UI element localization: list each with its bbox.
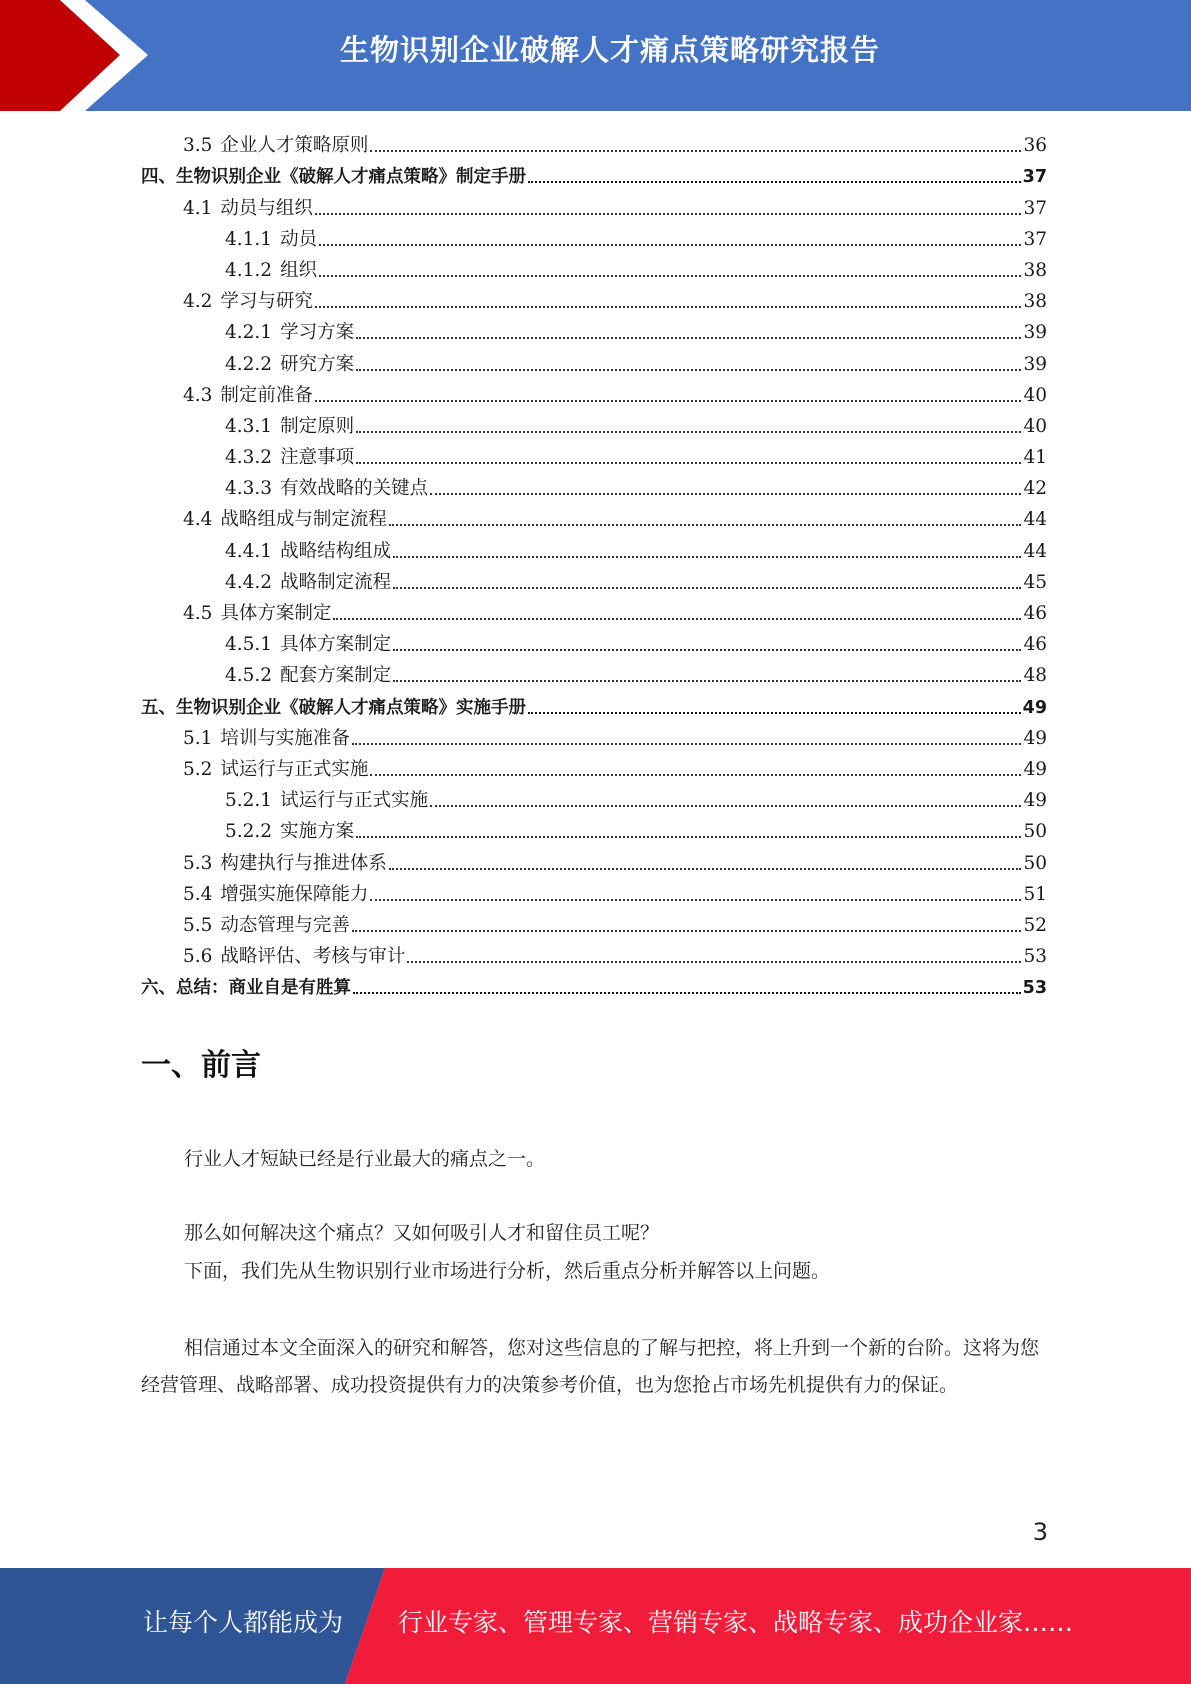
toc-entry-text: 五、生物识别企业《破解人才痛点策略》实施手册 (141, 697, 526, 718)
toc-leader-dots (393, 555, 1021, 558)
toc-entry-title (225, 476, 428, 502)
toc-leader-dots (352, 742, 1022, 745)
toc-entry-text: 战略组成与制定流程 (220, 509, 387, 531)
toc-entry[interactable] (141, 159, 1047, 190)
toc-entry-number: 4.5.2 (225, 665, 273, 687)
toc-entry-title (183, 289, 313, 315)
toc-entry-text: 企业人才策略原则 (220, 135, 369, 157)
toc-entry-text: 动态管理与完善 (220, 914, 350, 936)
toc-entry-title (183, 383, 313, 409)
toc-entry-text: 培训与实施准备 (220, 727, 350, 749)
toc-entry-page: 48 (1023, 665, 1047, 687)
toc-entry-page: 45 (1023, 571, 1047, 593)
toc-entry[interactable] (141, 596, 1047, 627)
toc-entry-page: 53 (1023, 946, 1047, 968)
toc-entry-title (225, 632, 391, 658)
toc-entry-title (225, 227, 317, 253)
toc-entry-text: 具体方案制定 (280, 634, 392, 656)
toc-leader-dots (315, 305, 1022, 308)
toc-entry-text: 学习与研究 (220, 291, 313, 313)
toc-entry-number: 4.4 (183, 509, 213, 531)
toc-entry-title (225, 663, 391, 689)
toc-entry-title (183, 944, 405, 970)
toc-entry[interactable] (141, 658, 1047, 689)
toc-entry-title (225, 570, 391, 596)
toc-entry-title (183, 133, 368, 159)
toc-leader-dots (356, 430, 1021, 433)
toc-entry-text: 六、总结：商业自是有胜算 (141, 978, 351, 999)
toc-leader-dots (528, 711, 1021, 714)
toc-entry-number: 4.3 (183, 384, 213, 406)
footer-slogan-left: 让每个人都能成为 (143, 1608, 344, 1637)
toc-entry[interactable] (141, 222, 1047, 253)
toc-leader-dots (356, 835, 1021, 838)
toc-entry-text: 学习方案 (280, 322, 355, 344)
toc-entry-text: 制定前准备 (220, 384, 313, 406)
toc-entry-page: 49 (1023, 758, 1047, 780)
toc-entry-page: 49 (1023, 790, 1047, 812)
toc-leader-dots (319, 274, 1021, 277)
toc-leader-dots (393, 679, 1021, 682)
toc-leader-dots (370, 149, 1021, 152)
toc-leader-dots (430, 804, 1021, 807)
toc-leader-dots (352, 929, 1022, 932)
toc-leader-dots (393, 648, 1021, 651)
toc-entry[interactable] (141, 939, 1047, 970)
paragraph: 行业人才短缺已经是行业最大的痛点之一。 (184, 1148, 546, 1170)
toc-entry-page: 36 (1023, 135, 1047, 157)
toc-entry-page: 49 (1022, 697, 1047, 718)
toc-entry-text: 战略评估、考核与审计 (220, 946, 406, 968)
toc-entry-text: 试运行与正式实施 (280, 790, 429, 812)
toc-entry-page: 50 (1023, 852, 1047, 874)
toc-entry-text: 战略结构组成 (280, 540, 392, 562)
toc-entry-text: 四、生物识别企业《破解人才痛点策略》制定手册 (141, 167, 526, 188)
toc-entry-title (225, 258, 317, 284)
toc-entry-title (183, 726, 350, 752)
toc-leader-dots (315, 212, 1022, 215)
toc-entry[interactable] (141, 689, 1047, 720)
toc-entry-number: 5.1 (183, 727, 213, 749)
toc-entry[interactable] (141, 502, 1047, 533)
toc-entry-number: 4.2.2 (225, 353, 273, 375)
toc-leader-dots (370, 773, 1021, 776)
toc-entry-page: 40 (1023, 415, 1047, 437)
toc-entry-title (141, 975, 351, 1001)
toc-leader-dots (370, 898, 1021, 901)
toc-entry-text: 战略制定流程 (280, 571, 392, 593)
toc-entry-text: 实施方案 (280, 821, 355, 843)
toc-leader-dots (528, 180, 1021, 183)
toc-entry-page: 53 (1022, 978, 1047, 999)
toc-entry-text: 具体方案制定 (220, 603, 332, 624)
toc-entry[interactable] (141, 315, 1047, 346)
toc-entry[interactable] (141, 378, 1047, 409)
toc-entry-number: 4.5 (183, 603, 213, 624)
footer-banner (0, 1568, 1191, 1684)
toc-entry-title (141, 164, 526, 190)
toc-leader-dots (356, 368, 1021, 371)
toc-entry-page: 41 (1023, 447, 1047, 469)
toc-entry-text: 制定原则 (280, 415, 355, 437)
toc-entry-number: 3.5 (183, 135, 213, 157)
toc-entry-page: 40 (1023, 384, 1047, 406)
toc-entry-text: 动员与组织 (220, 197, 313, 219)
toc-entry-text: 配套方案制定 (280, 665, 392, 687)
toc-entry-title (183, 851, 387, 877)
toc-entry-page: 44 (1023, 540, 1047, 562)
footer-slogan-right: 行业专家、管理专家、营销专家、战略专家、成功企业家…… (398, 1608, 1074, 1637)
toc-leader-dots (389, 867, 1022, 870)
toc-entry-title (183, 507, 387, 533)
toc-leader-dots (407, 960, 1021, 963)
toc-entry-text: 研究方案 (280, 353, 355, 375)
toc-entry-title (225, 788, 428, 814)
toc-entry[interactable] (141, 346, 1047, 377)
toc-entry-page: 37 (1023, 228, 1047, 250)
toc-entry-page: 51 (1023, 883, 1047, 905)
toc-entry-title (141, 695, 526, 721)
toc-entry[interactable] (141, 783, 1047, 814)
toc-entry[interactable] (141, 752, 1047, 783)
toc-entry[interactable] (141, 253, 1047, 284)
toc-leader-dots (389, 523, 1022, 526)
toc-entry-page: 37 (1023, 197, 1047, 219)
toc-entry-text: 增强实施保障能力 (220, 883, 369, 905)
toc-entry-page: 38 (1023, 259, 1047, 281)
toc-entry-page: 39 (1023, 322, 1047, 344)
header-banner (0, 0, 1191, 111)
toc-entry-title (225, 539, 391, 565)
toc-leader-dots (356, 336, 1021, 339)
toc-entry[interactable] (141, 284, 1047, 315)
toc-entry-title (183, 913, 350, 939)
page-number: 3 (1032, 1518, 1048, 1546)
toc-entry-number: 4.2 (183, 291, 213, 313)
toc-entry-page: 38 (1023, 291, 1047, 313)
toc-leader-dots (333, 617, 1021, 620)
toc-entry[interactable] (141, 627, 1047, 658)
toc-entry-page: 37 (1022, 167, 1047, 188)
toc-entry[interactable] (141, 128, 1047, 159)
paragraph: 那么如何解决这个痛点？又如何吸引人才和留住员工呢？ (184, 1222, 660, 1244)
toc-entry-number: 5.3 (183, 852, 213, 874)
toc-entry[interactable] (141, 471, 1047, 502)
toc-entry-number: 4.2.1 (225, 322, 273, 344)
toc-entry[interactable] (141, 970, 1047, 1001)
toc-leader-dots (356, 461, 1021, 464)
toc-entry-number: 4.4.1 (225, 540, 273, 562)
toc-entry-page: 52 (1023, 914, 1047, 936)
toc-entry-text: 试运行与正式实施 (220, 758, 369, 780)
toc-entry-page: 46 (1023, 603, 1047, 624)
toc-entry-text: 有效战略的关键点 (280, 478, 429, 500)
toc-entry-text: 构建执行与推进体系 (220, 852, 387, 874)
toc-leader-dots (353, 991, 1021, 994)
toc-leader-dots (319, 243, 1021, 246)
section-heading: 一、前言 (141, 1048, 261, 1083)
toc-entry-number: 4.3.3 (225, 478, 273, 500)
toc-entry-page: 46 (1023, 634, 1047, 656)
paragraph: 相信通过本文全面深入的研究和解答，您对这些信息的了解与把控，将上升到一个新的台阶。这将为您经营管理、战略部署、成功投资提供有力的决策参考价值，也为您抢占市场先机提供有力的保证。 (141, 1337, 1040, 1396)
toc-entry-page: 44 (1023, 509, 1047, 531)
paragraph: 下面，我们先从生物识别行业市场进行分析，然后重点分析并解答以上问题。 (184, 1260, 831, 1282)
toc-entry-title (183, 757, 368, 783)
toc-entry[interactable] (141, 908, 1047, 939)
toc-entry-text: 组织 (280, 259, 318, 281)
toc-entry-number: 4.3.1 (225, 415, 273, 437)
toc-entry-title (225, 414, 354, 440)
toc-entry[interactable] (141, 190, 1047, 221)
toc-entry[interactable] (141, 845, 1047, 876)
toc-entry[interactable] (141, 721, 1047, 752)
toc-entry-title (183, 601, 331, 627)
toc-entry-number: 4.1.1 (225, 228, 273, 250)
toc-entry-number: 4.1.2 (225, 259, 273, 281)
table-of-contents (141, 128, 1047, 1001)
toc-entry-text: 注意事项 (280, 447, 355, 469)
document-title: 生物识别企业破解人才痛点策略研究报告 (339, 33, 880, 67)
toc-entry-page: 49 (1023, 727, 1047, 749)
toc-leader-dots (430, 492, 1021, 495)
toc-entry-page: 50 (1023, 821, 1047, 843)
toc-entry-number: 4.5.1 (225, 634, 273, 656)
toc-entry[interactable] (141, 877, 1047, 908)
toc-entry-number: 4.1 (183, 197, 213, 219)
toc-entry-title (183, 882, 368, 908)
toc-leader-dots (315, 399, 1022, 402)
toc-entry-page: 42 (1023, 478, 1047, 500)
toc-entry-number: 5.2.2 (225, 821, 273, 843)
toc-entry-number: 5.2.1 (225, 790, 273, 812)
toc-entry-text: 动员 (280, 228, 318, 250)
toc-leader-dots (393, 586, 1021, 589)
toc-entry-number: 5.5 (183, 914, 213, 936)
toc-entry-page: 39 (1023, 353, 1047, 375)
toc-entry-number: 4.4.2 (225, 571, 273, 593)
toc-entry-title (225, 352, 354, 378)
toc-entry-number: 5.4 (183, 883, 213, 905)
toc-entry-number: 4.3.2 (225, 447, 273, 469)
toc-entry[interactable] (141, 409, 1047, 440)
toc-entry-number: 5.2 (183, 758, 213, 780)
toc-entry[interactable] (141, 565, 1047, 596)
toc-entry-number: 5.6 (183, 946, 213, 968)
toc-entry-title (225, 445, 354, 471)
toc-entry[interactable] (141, 440, 1047, 471)
toc-entry-title (225, 320, 354, 346)
toc-entry-title (225, 819, 354, 845)
toc-entry-title (183, 196, 313, 222)
toc-entry[interactable] (141, 533, 1047, 564)
toc-entry[interactable] (141, 814, 1047, 845)
